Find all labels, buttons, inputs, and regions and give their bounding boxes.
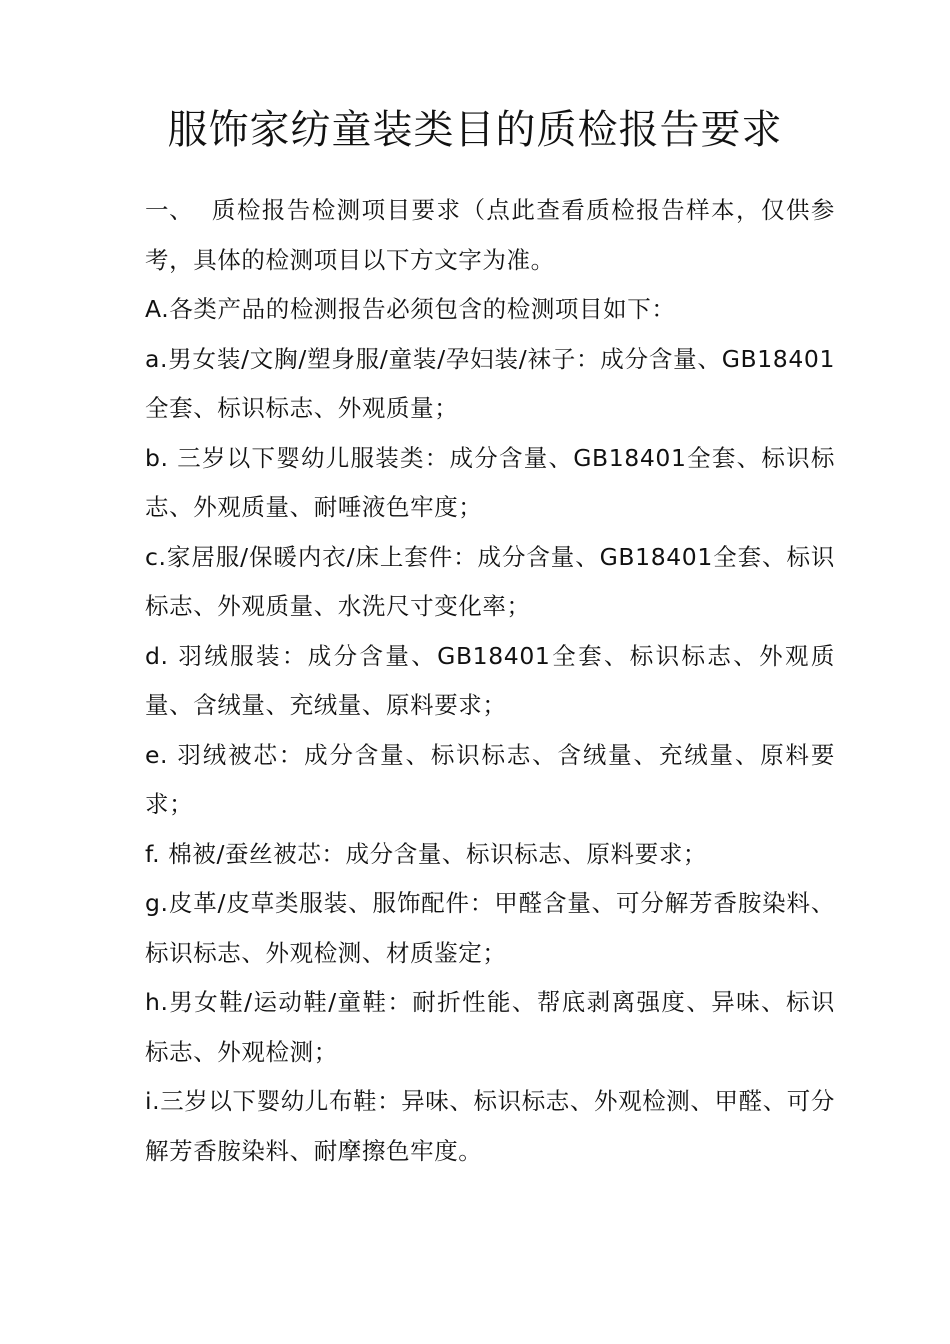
list-item-i: i.三岁以下婴幼儿布鞋：异味、标识标志、外观检测、甲醛、可分解芳香胺染料、耐摩擦色牢度。: [145, 1087, 835, 1165]
section-heading: [145, 186, 835, 285]
list-item-h: h.男女鞋/运动鞋/童鞋：耐折性能、帮底剥离强度、异味、标识标志、外观检测；: [145, 988, 835, 1066]
document-body: [145, 186, 835, 1176]
list-item-c: c.家居服/保暖内衣/床上套件：成分含量、GB18401全套、标识标志、外观质量、水洗尺寸变化率；: [145, 542, 835, 620]
list-item-b: b. 三岁以下婴幼儿服装类：成分含量、GB18401全套、标识标志、外观质量、耐唾液色牢度；: [145, 443, 835, 521]
section-number: 一、: [145, 196, 194, 224]
list-item-g: g.皮革/皮草类服装、服饰配件：甲醛含量、可分解芳香胺染料、标识标志、外观检测、材质鉴定；: [145, 889, 835, 967]
list-item-e: e. 羽绒被芯：成分含量、标识标志、含绒量、充绒量、原料要求；: [145, 740, 835, 818]
list-item-f: f. 棉被/蚕丝被芯：成分含量、标识标志、原料要求；: [145, 839, 708, 868]
intro-paragraph: A.各类产品的检测报告必须包含的检测项目如下：: [145, 295, 676, 323]
section-text: 质检报告检测项目要求（点此查看质检报告样本，仅供参考，具体的检测项目以下方文字为准。: [145, 196, 835, 274]
list-item-a: a.男女装/文胸/塑身服/童装/孕妇装/袜子：成分含量、GB18401全套、标识标志、外观质量；: [145, 344, 835, 422]
document-title: 服饰家纺童装类目的质检报告要求: [167, 107, 783, 153]
list-item-d: d. 羽绒服装：成分含量、GB18401全套、标识标志、外观质量、含绒量、充绒量、原料要求；: [145, 641, 835, 719]
